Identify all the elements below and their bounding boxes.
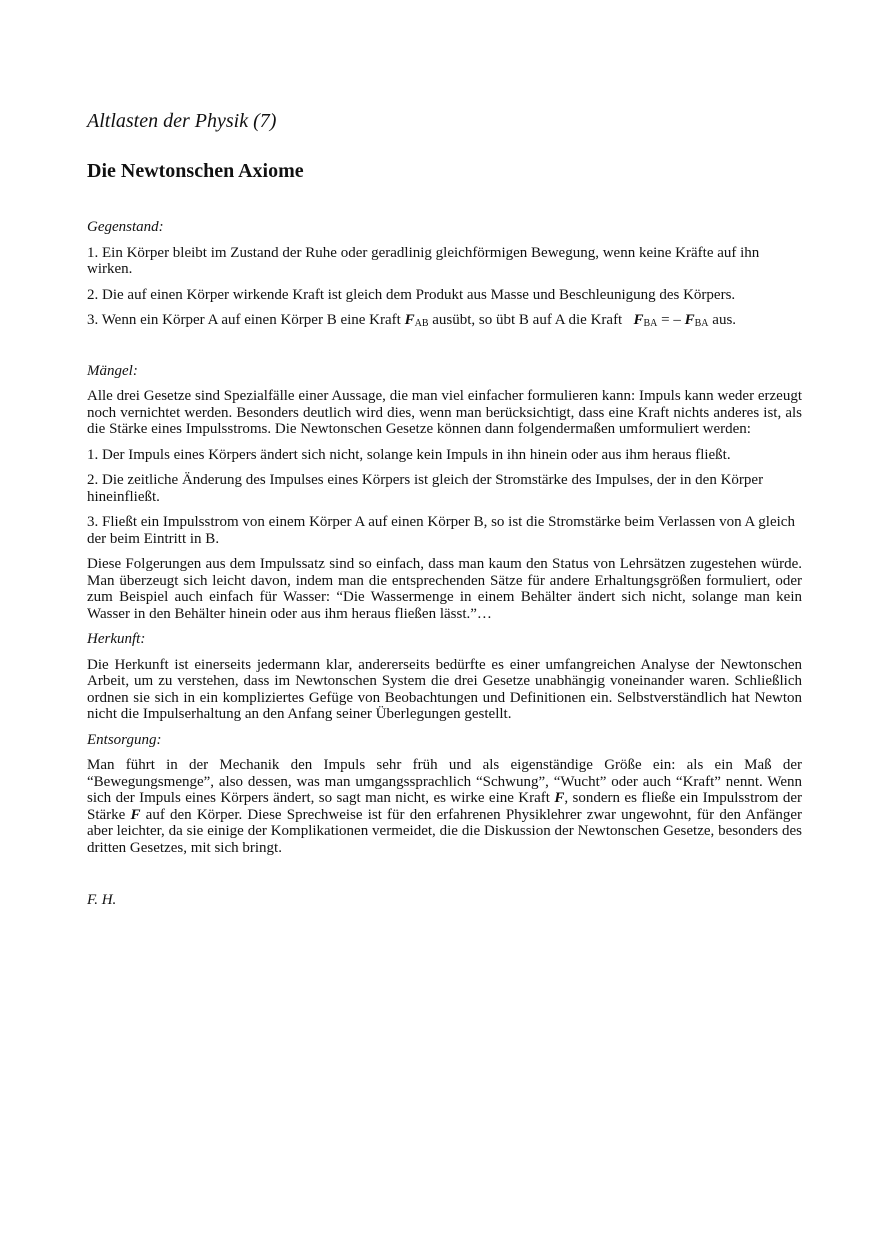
- section-heading-herkunft: Herkunft:: [87, 631, 146, 647]
- section-heading-entsorgung: Entsorgung:: [87, 731, 162, 748]
- maengel-intro: Alle drei Gesetze sind Spezialfälle einer Aussage, die man viel einfacher formulieren kann: Impuls kann weder erzeugt noch vernichtet werden. Besonders deutlich wird dies, wenn man berücksichtigt, dass eine Kraft nichts anderes ist, als die Stärke eines Impulsstroms. Die Newtonschen Gesetze können dann folgendermaßen umformuliert werden:: [87, 388, 802, 437]
- force-symbol: F: [130, 806, 141, 823]
- series-title: Altlasten der Physik (7): [87, 110, 277, 132]
- maengel-item-2: 2. Die zeitliche Änderung des Impulses eines Körpers ist gleich der Stromstärke des Impulses, der in den Körper hineinfließt.: [87, 472, 764, 505]
- article-body: [87, 219, 802, 865]
- gegenstand-item-2: 2. Die auf einen Körper wirkende Kraft ist gleich dem Produkt aus Masse und Beschleunigung des Körpers.: [87, 286, 736, 303]
- section-heading-gegenstand: Gegenstand:: [87, 219, 164, 235]
- force-symbol: F: [633, 312, 644, 328]
- maengel-outro: Diese Folgerungen aus dem Impulssatz sind so einfach, dass man kaum den Status von Lehrsätzen zugestehen würde. Man überzeugt sich leicht davon, indem man die entsprechenden Sätze für andere Erhaltungsgrößen formuliert, oder zum Beispiel auch einfach für Wasser: “Die Wassermenge in einem Behälter ändert sich nicht, solange man kein Wasser in den Behälter hinein oder aus ihm heraus fließen lässt.”…: [87, 556, 802, 622]
- author-signature: F. H.: [87, 892, 117, 908]
- gegenstand-item-1: 1. Ein Körper bleibt im Zustand der Ruhe oder geradlinig gleichförmigen Bewegung, wenn keine Kräfte auf ihn wirken.: [87, 244, 760, 277]
- subscript-ba: BA: [694, 318, 709, 329]
- maengel-item-3: 3. Fließt ein Impulsstrom von einem Körper A auf einen Körper B, so ist die Stromstärke beim Verlassen von A gleich der beim Eintritt in B.: [87, 514, 795, 547]
- section-heading-maengel: Mängel:: [87, 362, 138, 379]
- maengel-item-1: 1. Der Impuls eines Körpers ändert sich nicht, solange kein Impuls in ihn hinein oder aus ihm heraus fließt.: [87, 446, 731, 463]
- page-title: Die Newtonschen Axiome: [87, 160, 304, 182]
- herkunft-text: Die Herkunft ist einerseits jedermann klar, andererseits bedürfte es einer umfangreichen Analyse der Newtonschen Arbeit, um zu verstehen, dass im Newtonschen System die drei Gesetze unabhängig voneinander waren. Schließlich ordnen sie sich in ein kompliziertes Gefüge von Beobachtungen und Definitionen ein. Selbstverständlich hat Newton nicht die Impulserhaltung an den Anfang seiner Überlegungen gestellt.: [87, 656, 802, 722]
- entsorgung-text: Man führt in der Mechanik den Impuls sehr früh und als eigenständige Größe ein: als ein Maß der “Bewegungsmenge”, also dessen, was man umgangssprachlich “Schwung”, “Wucht” oder auch “Kraft” nennt. Wenn sich der Impuls eines Körpers ändert, so sagt man nicht, es wirke eine Kraft F, sondern es fließe ein Impulsstrom der Stärke F auf den Körper. Diese Sprechweise ist für den erfahrenen Physiklehrer zwar ungewohnt, für den Anfänger aber leichter, da sie einige der Komplikationen vermeidet, die die Diskussion der Newtonschen Gesetze, besonders des dritten Gesetzes, mit sich bringt.: [87, 757, 802, 856]
- gegenstand-item-3: 3. Wenn ein Körper A auf einen Körper B eine Kraft $F_{AB}$ ausübt, so übt B auf A die Kraft $F_{BA}$ = – $F_{BA}$ aus.: [87, 312, 737, 329]
- subscript-ba: BA: [643, 318, 658, 329]
- force-symbol: F: [684, 312, 695, 328]
- force-symbol: F: [554, 790, 565, 806]
- force-symbol: F: [404, 312, 415, 328]
- subscript-ab: AB: [414, 318, 429, 329]
